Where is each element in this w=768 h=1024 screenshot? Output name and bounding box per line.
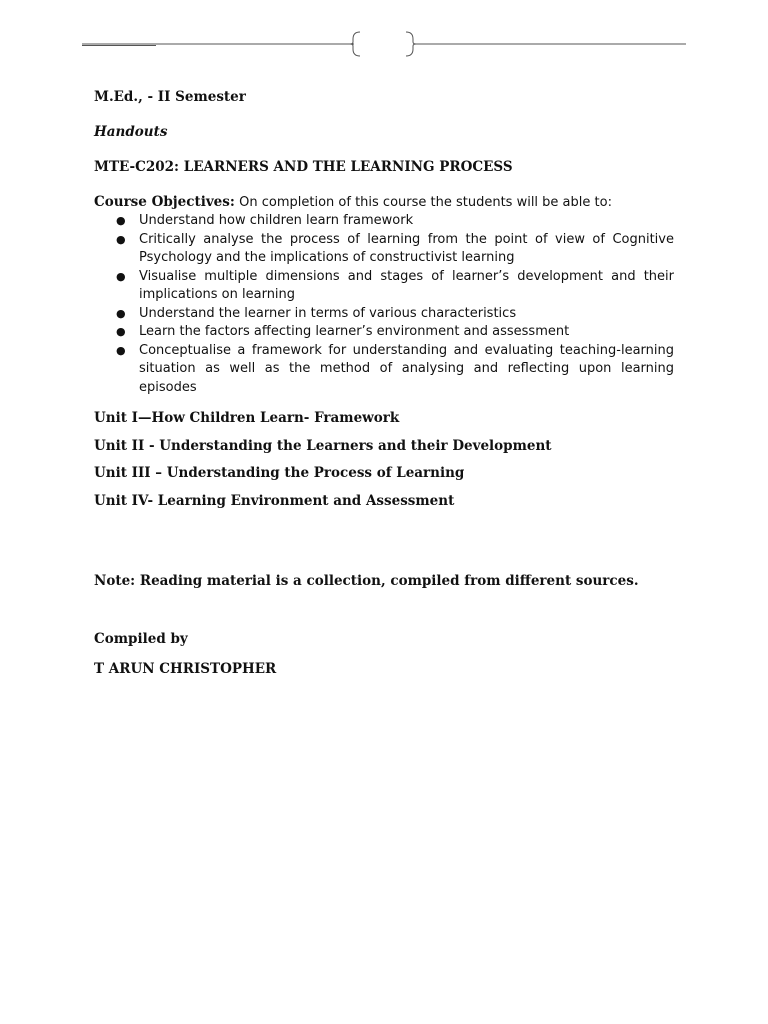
document-body bbox=[94, 88, 674, 678]
objectives-intro-text: On completion of this course the students will be able to: bbox=[239, 195, 612, 210]
unit-2: Unit II - Understanding the Learners and their Development bbox=[94, 437, 552, 454]
units-list bbox=[94, 409, 674, 510]
compiled-by-label: Compiled by bbox=[94, 630, 188, 647]
objectives-list bbox=[94, 212, 674, 397]
list-item: ● Critically analyse the process of learning from the point of view of Cognitive Psychology and the implications of constructivist learning bbox=[116, 231, 674, 265]
unit-4: Unit IV- Learning Environment and Assessment bbox=[94, 492, 455, 509]
list-item: ● Conceptualise a framework for understanding and evaluating teaching-learning situation as well as the method of analysing and reflecting upon learning episodes bbox=[116, 342, 674, 395]
objectives-label: Course Objectives: bbox=[94, 194, 235, 210]
bullet-icon: ● bbox=[116, 306, 126, 320]
objectives-intro bbox=[94, 193, 674, 212]
bullet-icon: ● bbox=[116, 232, 126, 246]
handouts-label: Handouts bbox=[94, 124, 168, 140]
list-item: ● Visualise multiple dimensions and stages of learner’s development and their implications on learning bbox=[116, 268, 674, 302]
list-item: ● Learn the factors affecting learner’s environment and assessment bbox=[94, 323, 674, 342]
unit-1: Unit I—How Children Learn- Framework bbox=[94, 410, 400, 426]
reading-note: Note: Reading material is a collection, compiled from different sources. bbox=[94, 572, 639, 589]
header-rule bbox=[82, 30, 686, 58]
compiler-name: T ARUN CHRISTOPHER bbox=[94, 660, 277, 677]
bullet-icon: ● bbox=[116, 214, 126, 227]
list-item: ● Understand how children learn framework bbox=[94, 212, 674, 231]
unit-3: Unit III – Understanding the Process of Learning bbox=[94, 465, 465, 481]
bullet-icon: ● bbox=[116, 325, 126, 338]
list-item: ● Understand the learner in terms of various characteristics bbox=[94, 305, 674, 324]
bullet-icon: ● bbox=[116, 343, 126, 357]
course-title: MTE-C202: LEARNERS AND THE LEARNING PROCESS bbox=[94, 159, 513, 175]
semester-heading: M.Ed., - II Semester bbox=[94, 89, 246, 105]
bullet-icon: ● bbox=[116, 269, 126, 283]
